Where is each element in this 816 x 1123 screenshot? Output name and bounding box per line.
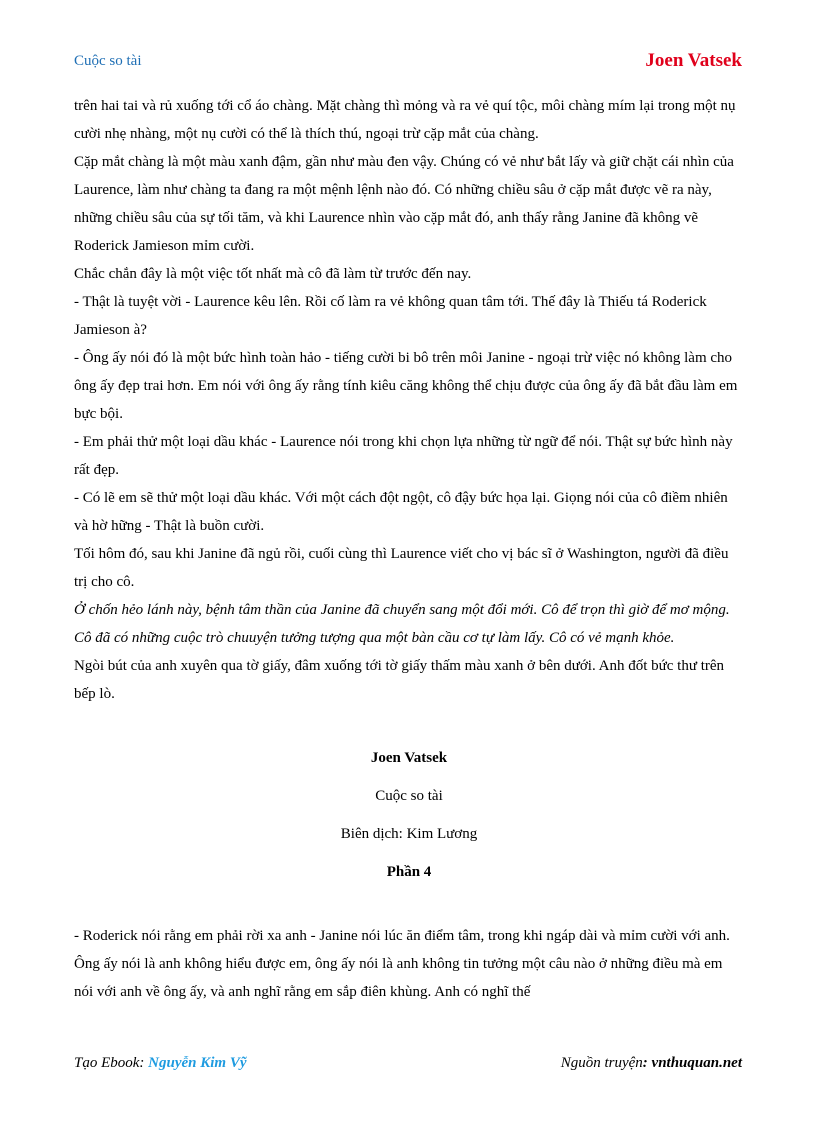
paragraph-2: Cặp mắt chàng là một màu xanh đậm, gần như màu đen vậy. Chúng có vẻ như bắt lấy và giữ chặt cái nhìn của Laurence, làm như chàng ta đang ra một mệnh lệnh nào đó. Có những chiều sâu ở cặp mắt được vẽ ra này, những chiều sâu của sự tối tăm, và khi Laurence nhìn vào cặp mắt đó, anh thấy rằng Janine đã không vẽ Roderick Jamieson mỉm cười.	[74, 154, 734, 254]
section-author: Joen Vatsek	[370, 750, 448, 766]
footer-ebook-separator: :	[139, 1055, 149, 1071]
paragraph-after-section: - Roderick nói rằng em phải rời xa anh - Janine nói lúc ăn điểm tâm, trong khi ngáp dài và mỉm cười với anh. Ông ấy nói là anh không hiểu được em, ông ấy nói là anh không tin tưởng một câu nào ở những điều mà em nói với anh về ông ấy, và anh nghĩ rằng em sắp điên khùng. Anh có nghĩ thế	[74, 928, 730, 1000]
page-header	[74, 50, 742, 76]
paragraph-8: Tối hôm đó, sau khi Janine đã ngủ rồi, cuối cùng thì Laurence viết cho vị bác sĩ ở Washington, người đã điều trị cho cô.	[74, 546, 729, 590]
section-title: Cuộc so tài	[375, 788, 443, 804]
paragraph-1: trên hai tai và rủ xuống tới cổ áo chàng. Mặt chàng thì mỏng và ra vẻ quí tộc, môi chàng mím lại trong một nụ cười nhẹ nhàng, một nụ cười có thể là thích thú, ngoại trừ cặp mắt của chàng.	[74, 98, 736, 142]
paragraph-7: - Có lẽ em sẽ thử một loại dầu khác. Với một cách đột ngột, cô đậy bức họa lại. Giọng nói của cô điềm nhiên và hờ hững - Thật là buồn cười.	[74, 490, 728, 534]
page-footer	[74, 1055, 742, 1077]
header-book-title: Cuộc so tài	[74, 53, 142, 69]
paragraph-3: Chắc chắn đây là một việc tốt nhất mà cô đã làm từ trước đến nay.	[74, 266, 472, 282]
footer-source-separator: :	[642, 1055, 652, 1071]
header-author: Joen Vatsek	[645, 50, 742, 71]
section-part: Phần 4	[386, 864, 432, 880]
footer-source-label: Nguồn truyện	[560, 1055, 643, 1071]
paragraph-10: Ngòi bút của anh xuyên qua tờ giấy, đâm xuống tới tờ giấy thấm màu xanh ở bên dưới. Anh đốt bức thư trên bếp lò.	[74, 658, 725, 702]
paragraph-5: - Ông ấy nói đó là một bức hình toàn hảo - tiếng cười bi bô trên môi Janine - ngoại trừ việc nó không làm cho ông ấy đẹp trai hơn. Em nói với ông ấy rằng tính kiêu căng không thể chịu được của ông ấy đã bắt đầu làm em bực bội.	[74, 350, 738, 422]
paragraph-4: - Thật là tuyệt vời - Laurence kêu lên. Rồi cố làm ra vẻ không quan tâm tới. Thế đây là Thiếu tá Roderick Jamieson à?	[74, 294, 707, 338]
footer-ebook-name: Nguyễn Kim Vỹ	[148, 1055, 247, 1071]
footer-ebook-credit	[74, 1055, 247, 1072]
footer-ebook-label: Tạo Ebook	[74, 1055, 140, 1071]
letter-paragraph: Ở chốn hẻo lánh này, bệnh tâm thần của Janine đã chuyển sang một đổi mới. Cô để trọn thì giờ để mơ mộng. Cô đã có những cuộc trò chuuyện tưởng tượng qua một bàn cầu cơ tự làm lấy. Cô có vẻ mạnh khỏe.	[74, 602, 730, 646]
page-body	[74, 92, 744, 1006]
footer-source-credit	[561, 1055, 742, 1072]
paragraph-6: - Em phải thử một loại dầu khác - Laurence nói trong khi chọn lựa những từ ngữ để nói. Thật sự bức hình này rất đẹp.	[74, 434, 733, 478]
footer-source-site: vnthuquan.net	[651, 1055, 742, 1071]
section-translator: Biên dịch: Kim Lương	[340, 826, 478, 842]
